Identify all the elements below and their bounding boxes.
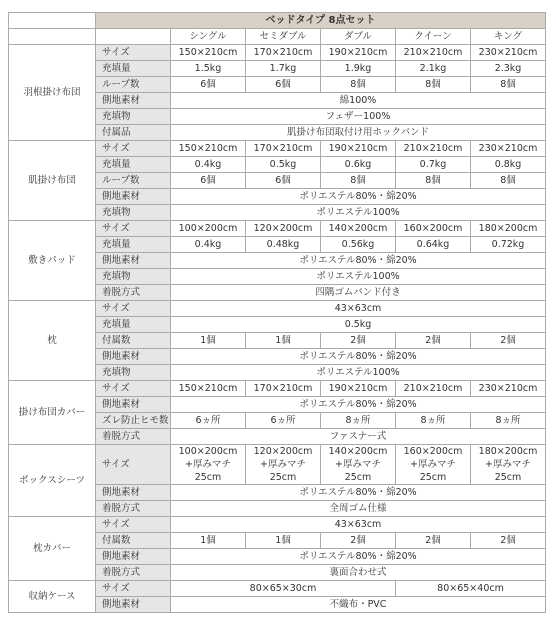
value-cell: 8個: [321, 77, 396, 93]
value-cell: 0.4kg: [171, 237, 246, 253]
value-cell: 1.7kg: [246, 61, 321, 77]
attribute-label: 側地素材: [96, 93, 171, 109]
value-cell: 1個: [246, 333, 321, 349]
value-cell: [246, 445, 321, 485]
value-cell: 170×210cm: [246, 141, 321, 157]
attribute-label: 充填量: [96, 61, 171, 77]
attribute-label: 付属品: [96, 125, 171, 141]
title-row: [9, 13, 546, 29]
value-cell: 0.72kg: [471, 237, 546, 253]
value-cell: 6ヵ所: [246, 413, 321, 429]
merged-value-cell: ファスナー式: [171, 429, 546, 445]
table-title: ベッドタイプ 8点セット: [96, 13, 546, 29]
attribute-label: ループ数: [96, 77, 171, 93]
value-cell: 150×210cm: [171, 381, 246, 397]
value-cell: 8ヵ所: [321, 413, 396, 429]
value-line: 120×200cm: [253, 446, 313, 457]
value-cell: 120×200cm: [246, 221, 321, 237]
merged-value-cell: ポリエステル100%: [171, 269, 546, 285]
value-cell: 0.4kg: [171, 157, 246, 173]
size-header-single: シングル: [171, 29, 246, 45]
attribute-label: 着脱方式: [96, 285, 171, 301]
header-corner-cell: [9, 29, 96, 45]
value-line: +厚みマチ25cm: [335, 459, 381, 483]
value-cell: 140×200cm: [321, 221, 396, 237]
value-line: +厚みマチ25cm: [260, 459, 306, 483]
attribute-label: 付属数: [96, 533, 171, 549]
attribute-label: 側地素材: [96, 597, 171, 613]
spec-row: [9, 581, 546, 597]
value-cell: 2個: [321, 333, 396, 349]
attribute-label: 充填物: [96, 269, 171, 285]
spec-row: [9, 45, 546, 61]
size-header-king: キング: [471, 29, 546, 45]
spec-row: [9, 381, 546, 397]
value-cell: 2個: [471, 533, 546, 549]
attribute-label: 側地素材: [96, 253, 171, 269]
value-cell: 0.5kg: [246, 157, 321, 173]
value-cell: 160×200cm: [396, 221, 471, 237]
attribute-label: ズレ防止ヒモ数: [96, 413, 171, 429]
value-cell: 210×210cm: [396, 141, 471, 157]
value-cell: 8個: [396, 173, 471, 189]
value-cell: 190×210cm: [321, 141, 396, 157]
category-name: 敷きパッド: [9, 221, 96, 301]
value-cell: 80×65×40cm: [396, 581, 546, 597]
category-name: ボックスシーツ: [9, 445, 96, 517]
value-cell: 6ヵ所: [171, 413, 246, 429]
value-cell: 230×210cm: [471, 381, 546, 397]
merged-value-cell: 不織布・PVC: [171, 597, 546, 613]
attribute-label: サイズ: [96, 381, 171, 397]
merged-value-cell: 綿100%: [171, 93, 546, 109]
attribute-label: 充填量: [96, 157, 171, 173]
value-cell: 210×210cm: [396, 45, 471, 61]
merged-value-cell: ポリエステル80%・綿20%: [171, 485, 546, 501]
value-cell: 2個: [396, 333, 471, 349]
attribute-label: 着脱方式: [96, 429, 171, 445]
category-name: 収納ケース: [9, 581, 96, 613]
value-cell: 8個: [321, 173, 396, 189]
merged-value-cell: ポリエステル80%・綿20%: [171, 189, 546, 205]
value-cell: 170×210cm: [246, 381, 321, 397]
spec-table-body: [9, 13, 546, 613]
value-cell: 170×210cm: [246, 45, 321, 61]
value-cell: 0.64kg: [396, 237, 471, 253]
value-cell: 2個: [471, 333, 546, 349]
attribute-label: 側地素材: [96, 397, 171, 413]
value-cell: [321, 445, 396, 485]
value-cell: 6個: [171, 77, 246, 93]
value-cell: 8ヵ所: [471, 413, 546, 429]
attribute-label: 充填量: [96, 237, 171, 253]
value-cell: 0.6kg: [321, 157, 396, 173]
spec-row: [9, 301, 546, 317]
value-cell: 0.48kg: [246, 237, 321, 253]
size-header-double: ダブル: [321, 29, 396, 45]
value-cell: 0.56kg: [321, 237, 396, 253]
merged-value-cell: 裏面合わせ式: [171, 565, 546, 581]
value-cell: 230×210cm: [471, 141, 546, 157]
value-cell: 100×200cm: [171, 221, 246, 237]
attribute-label: 充填物: [96, 365, 171, 381]
attribute-label: 着脱方式: [96, 501, 171, 517]
merged-value-cell: フェザー100%: [171, 109, 546, 125]
attribute-label: サイズ: [96, 141, 171, 157]
value-cell: 1.9kg: [321, 61, 396, 77]
category-name: 肌掛け布団: [9, 141, 96, 221]
value-cell: 2個: [321, 533, 396, 549]
size-header-queen: クイーン: [396, 29, 471, 45]
value-cell: 8個: [396, 77, 471, 93]
attribute-label: サイズ: [96, 45, 171, 61]
merged-value-cell: 四隅ゴムバンド付き: [171, 285, 546, 301]
attribute-label: 側地素材: [96, 485, 171, 501]
value-cell: [396, 445, 471, 485]
value-cell: 190×210cm: [321, 45, 396, 61]
value-cell: 8ヵ所: [396, 413, 471, 429]
value-cell: 190×210cm: [321, 381, 396, 397]
value-cell: 6個: [246, 173, 321, 189]
value-cell: 150×210cm: [171, 45, 246, 61]
header-attr-cell: [96, 29, 171, 45]
attribute-label: 着脱方式: [96, 565, 171, 581]
merged-value-cell: 43×63cm: [171, 301, 546, 317]
attribute-label: サイズ: [96, 445, 171, 485]
size-header-semi-double: セミダブル: [246, 29, 321, 45]
merged-value-cell: ポリエステル80%・綿20%: [171, 549, 546, 565]
value-line: 140×200cm: [328, 446, 388, 457]
value-line: +厚みマチ25cm: [485, 459, 531, 483]
value-cell: [171, 445, 246, 485]
attribute-label: 側地素材: [96, 349, 171, 365]
value-cell: 0.7kg: [396, 157, 471, 173]
value-cell: 6個: [246, 77, 321, 93]
title-corner-cell: [9, 13, 96, 29]
value-cell: 1個: [171, 533, 246, 549]
attribute-label: 充填物: [96, 205, 171, 221]
category-name: 枕カバー: [9, 517, 96, 581]
attribute-label: サイズ: [96, 221, 171, 237]
value-cell: 8個: [471, 173, 546, 189]
value-cell: 1個: [171, 333, 246, 349]
spec-row: [9, 517, 546, 533]
category-name: 羽根掛け布団: [9, 45, 96, 141]
value-cell: 8個: [471, 77, 546, 93]
value-cell: 2.1kg: [396, 61, 471, 77]
merged-value-cell: ポリエステル100%: [171, 365, 546, 381]
merged-value-cell: 肌掛け布団取付け用ホックバンド: [171, 125, 546, 141]
attribute-label: 充填物: [96, 109, 171, 125]
size-header-row: [9, 29, 546, 45]
spec-row: [9, 221, 546, 237]
value-cell: 210×210cm: [396, 381, 471, 397]
attribute-label: 側地素材: [96, 189, 171, 205]
spec-row: [9, 445, 546, 485]
merged-value-cell: 0.5kg: [171, 317, 546, 333]
attribute-label: ループ数: [96, 173, 171, 189]
merged-value-cell: ポリエステル100%: [171, 205, 546, 221]
category-name: 枕: [9, 301, 96, 381]
attribute-label: 側地素材: [96, 549, 171, 565]
merged-value-cell: ポリエステル80%・綿20%: [171, 349, 546, 365]
value-line: +厚みマチ25cm: [410, 459, 456, 483]
value-line: 100×200cm: [178, 446, 238, 457]
value-cell: 2個: [396, 533, 471, 549]
value-cell: 150×210cm: [171, 141, 246, 157]
value-line: 180×200cm: [478, 446, 538, 457]
value-cell: 1.5kg: [171, 61, 246, 77]
attribute-label: 充填量: [96, 317, 171, 333]
value-cell: 80×65×30cm: [171, 581, 396, 597]
value-cell: 2.3kg: [471, 61, 546, 77]
value-cell: 6個: [171, 173, 246, 189]
attribute-label: サイズ: [96, 517, 171, 533]
attribute-label: 付属数: [96, 333, 171, 349]
spec-row: [9, 141, 546, 157]
merged-value-cell: ポリエステル80%・綿20%: [171, 397, 546, 413]
category-name: 掛け布団カバー: [9, 381, 96, 445]
value-line: +厚みマチ25cm: [185, 459, 231, 483]
value-cell: 230×210cm: [471, 45, 546, 61]
value-cell: [471, 445, 546, 485]
attribute-label: サイズ: [96, 581, 171, 597]
value-cell: 1個: [246, 533, 321, 549]
merged-value-cell: ポリエステル80%・綿20%: [171, 253, 546, 269]
merged-value-cell: 43×63cm: [171, 517, 546, 533]
value-line: 160×200cm: [403, 446, 463, 457]
merged-value-cell: 全周ゴム仕様: [171, 501, 546, 517]
value-cell: 0.8kg: [471, 157, 546, 173]
attribute-label: サイズ: [96, 301, 171, 317]
value-cell: 180×200cm: [471, 221, 546, 237]
spec-table: [8, 12, 546, 613]
